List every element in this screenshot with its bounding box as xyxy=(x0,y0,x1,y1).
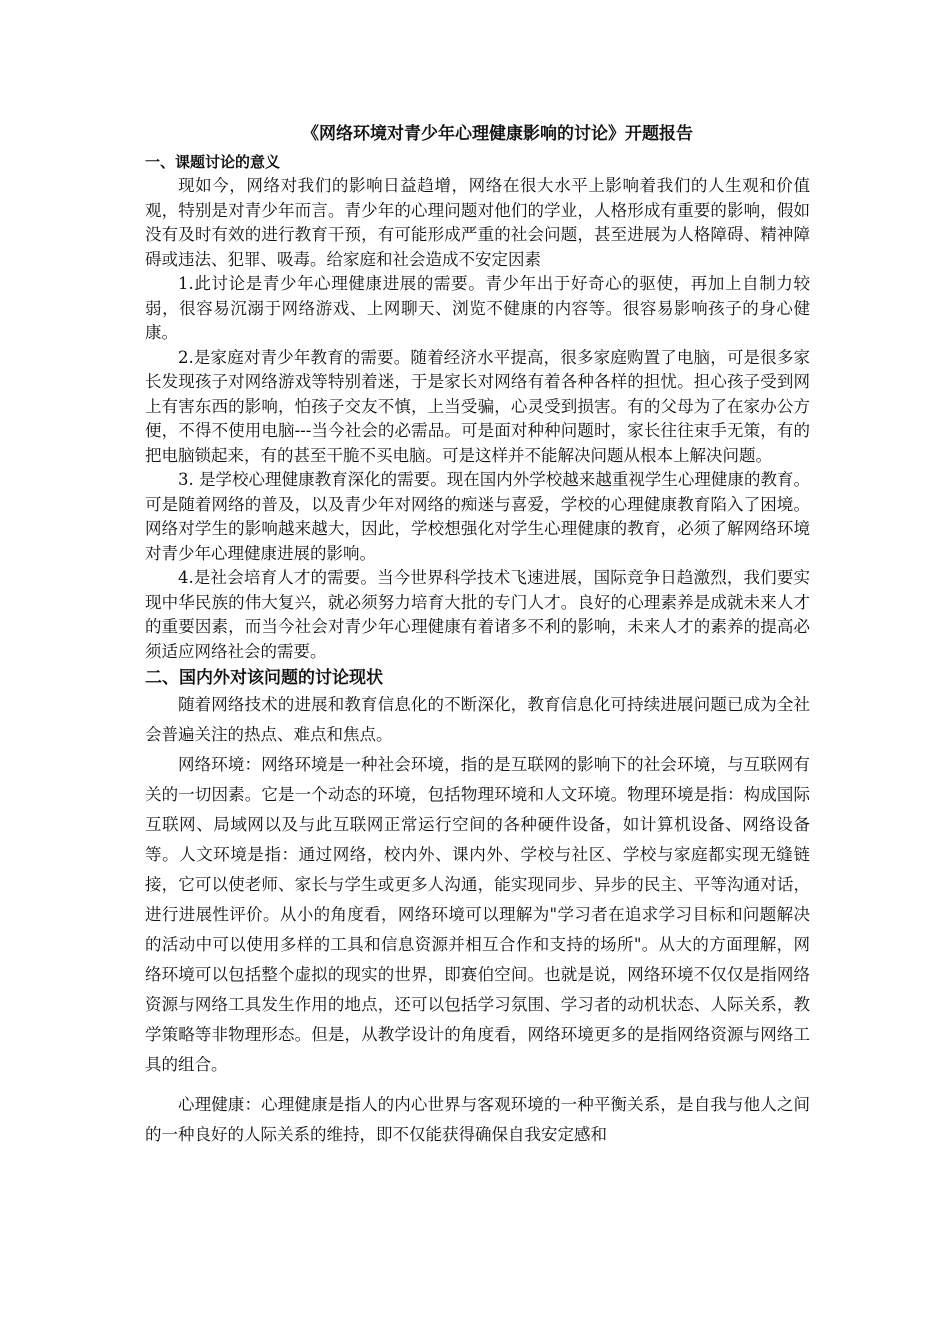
document-page xyxy=(145,122,810,1150)
document-title: 《网络环境对青少年心理健康影响的讨论》开题报告 xyxy=(302,124,693,144)
paragraph: 心理健康：心理健康是指人的内心世界与客观环境的一种平衡关系，是自我与他人之间的一种良好的人际关系的维持，即不仅能获得确保自我安定感和 xyxy=(145,1095,810,1144)
paragraph: 2.是家庭对青少年教育的需要。随着经济水平提高，很多家庭购置了电脑，可是很多家长发现孩子对网络游戏等特别着迷，于是家长对网络有着各种各样的担忧。担心孩子受到网上有害东西的影响，怕孩子交友不慎，上当受骗，心灵受到损害。有的父母为了在家办公方便，不得不使用电脑---当今社会的必需品。可是面对种种问题时，家长往往束手无策，有的把电脑锁起来，有的甚至干脆不买电脑。可是这样并不能解决问题从根本上解决问题。 xyxy=(145,347,810,465)
paragraph: 网络环境：网络环境是一种社会环境，指的是互联网的影响下的社会环境，与互联网有关的一切因素。它是一个动态的环境，包括物理环境和人文环境。物理环境是指：构成国际互联网、局域网以及与此互联网正常运行空间的各种硬件设备，如计算机设备、网络设备等。人文环境是指：通过网络，校内外、课内外、学校与社区、学校与家庭都实现无缝链接，它可以使老师、家长与学生或更多人沟通，能实现同步、异步的民主、平等沟通对话，进行进展性评价。从小的角度看，网络环境可以理解为"学习者在追求学习目标和问题解决的活动中可以使用多样的工具和信息资源并相互合作和支持的场所"。从大的方面理解，网络环境可以包括整个虚拟的现实的世界，即赛伯空间。也就是说，网络环境不仅仅是指网络资源与网络工具发生作用的地点，还可以包括学习氛围、学习者的动机状态、人际关系，教学策略等非物理形态。但是，从教学设计的角度看，网络环境更多的是指网络资源与网络工具的组合。 xyxy=(145,755,810,1074)
section-heading-significance: 一、课题讨论的意义 xyxy=(145,153,281,171)
paragraph: 现如今，网络对我们的影响日益趋增，网络在很大水平上影响着我们的人生观和价值观，特别是对青少年而言。青少年的心理问题对他们的学业，人格形成有重要的影响，假如没有及时有效的进行教育干预，有可能形成严重的社会问题，甚至进展为人格障碍、精神障碍或违法、犯罪、吸毒。给家庭和社会造成不安定因素 xyxy=(145,176,810,269)
paragraph: 4.是社会培育人才的需要。当今世界科学技术飞速进展，国际竞争日趋激烈，我们要实现中华民族的伟大复兴，就必须努力培育大批的专门人才。良好的心理素养是成就未来人才的重要因素，而当今社会对青少年心理健康有着诸多不利的影响，未来人才的素养的提高必须适应网络社会的需要。 xyxy=(145,568,810,661)
paragraph: 1.此讨论是青少年心理健康进展的需要。青少年出于好奇心的驱使，再加上自制力较弱，很容易沉溺于网络游戏、上网聊天、浏览不健康的内容等。很容易影响孩子的身心健康。 xyxy=(145,274,810,342)
paragraph: 随着网络技术的进展和教育信息化的不断深化，教育信息化可持续进展问题已成为全社会普遍关注的热点、难点和焦点。 xyxy=(145,695,810,744)
section-heading-research-status: 二、国内外对该问题的讨论现状 xyxy=(145,668,383,688)
paragraph: 3. 是学校心理健康教育深化的需要。现在国内外学校越来越重视学生心理健康的教育。可是随着网络的普及，以及青少年对网络的痴迷与喜爱，学校的心理健康教育陷入了困境。网络对学生的影响越来越大，因此，学校想强化对学生心理健康的教育，必须了解网络环境对青少年心理健康进展的影响。 xyxy=(145,470,810,563)
